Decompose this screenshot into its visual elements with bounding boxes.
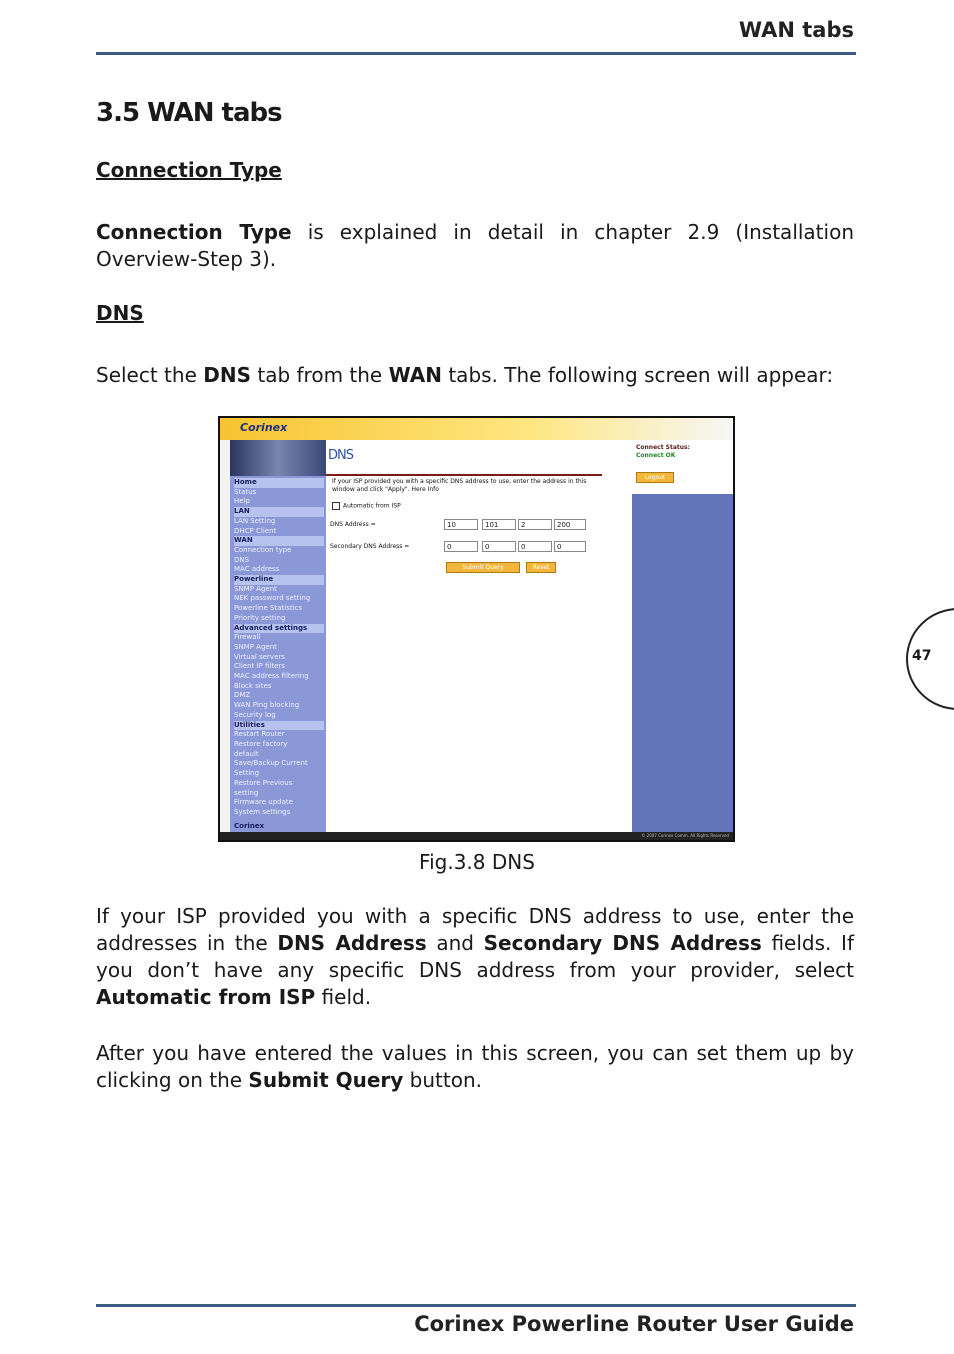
nav-item[interactable]: Priority setting [234,613,286,622]
text-run: After you have entered the values in this screen, you can set them up by clicking on the [96,1041,854,1092]
dns-heading: DNS [96,301,144,325]
nav-item[interactable]: SNMP Agent [234,584,277,593]
connect-status [636,444,690,460]
figure-copyright: © 2007 Corinex Comm. All Rights Reserved [641,833,729,838]
nav-section-header[interactable]: Utilities [234,721,324,731]
dns-octet-4[interactable]: 200 [554,519,586,530]
bold-term: WAN [388,363,442,387]
nav-item[interactable]: Restore factory [234,739,288,748]
nav-item[interactable]: Firewall [234,633,261,642]
nav-item[interactable]: MAC address [234,565,280,574]
running-footer: Corinex Powerline Router User Guide [414,1312,854,1336]
text-run: is explained in detail in chapter 2.9 (Installation Overview-Step 3). [96,220,854,271]
figure-description: If your ISP provided you with a specific DNS address to use, enter the address in this window and click "Apply". Here Info [332,478,587,493]
nav-item[interactable]: default [234,749,259,758]
nav-item[interactable]: DMZ [234,691,251,700]
section-title: 3.5 WAN tabs [96,98,282,128]
figure-caption: Fig.3.8 DNS [419,850,535,874]
bold-term: Connection Type [96,220,292,244]
nav-item[interactable]: SNMP Agent [234,642,277,651]
figure-right-panel [632,440,733,832]
nav-item[interactable]: Connection type [234,545,292,554]
dns-screenshot-figure [218,416,735,842]
page-number: 47 [912,648,932,664]
nav-item[interactable]: LAN Setting [234,516,276,525]
secondary-dns-label: Secondary DNS Address = [330,543,410,550]
nav-section-header[interactable]: Powerline [234,575,324,585]
text-run: fields. If you don’t have any specific DNS address from your provider, select [96,931,854,982]
text-run: and [426,931,484,955]
nav-item[interactable]: Setting [234,769,260,778]
nav-item[interactable]: Security log [234,710,276,719]
nav-item[interactable]: Save/Backup Current [234,759,308,768]
figure-nav-list [234,478,324,818]
footer-rule [96,1304,856,1307]
dns-paragraph [96,362,854,389]
reset-button[interactable]: Reset [526,562,556,573]
text-run: button. [403,1068,482,1092]
dns-octet-3[interactable]: 2 [518,519,552,530]
nav-section-header[interactable]: Home [234,478,324,488]
nav-item[interactable]: Client IP filters [234,662,285,671]
corinex-logo: Corinex [240,421,288,434]
nav-item[interactable]: Restart Router [234,730,285,739]
bold-term: DNS Address [277,931,427,955]
text-run: Select the [96,363,204,387]
bold-term: Submit Query [248,1068,404,1092]
status-value: Connect OK [636,452,676,459]
running-header: WAN tabs [738,18,854,42]
nav-item[interactable]: NEK password setting [234,594,311,603]
status-label: Connect Status: [636,444,690,451]
submit-paragraph [96,1040,854,1094]
text-run: tab from the [251,363,389,387]
checkbox-label: Automatic from ISP [343,502,401,510]
dns-octet-1[interactable]: 10 [444,519,478,530]
nav-item[interactable]: MAC address filtering [234,672,309,681]
nav-item[interactable]: DHCP Client [234,526,277,535]
figure-main-pane [326,440,632,832]
figure-title-rule [326,474,602,476]
figure-page-title: DNS [328,448,353,463]
logout-button[interactable]: Logout [636,472,674,483]
secondary-octet-1[interactable]: 0 [444,541,478,552]
secondary-octet-4[interactable]: 0 [554,541,586,552]
automatic-from-isp-checkbox[interactable] [332,502,401,510]
nav-item[interactable]: Virtual servers [234,652,285,661]
secondary-octet-2[interactable]: 0 [482,541,516,552]
header-rule [96,52,856,55]
dns-address-paragraph [96,903,854,1011]
secondary-octet-3[interactable]: 0 [518,541,552,552]
nav-item[interactable]: WAN Ping blocking [234,701,300,710]
submit-query-button[interactable]: Submit Query [446,562,520,573]
nav-item[interactable]: Firmware update [234,798,293,807]
nav-item[interactable]: System settings [234,807,291,816]
nav-item[interactable]: Block sites [234,681,272,690]
nav-section-header[interactable]: LAN [234,507,324,517]
nav-item[interactable]: setting [234,788,259,797]
nav-item[interactable]: Status [234,487,257,496]
figure-bottom-logo: Corinex [234,822,265,830]
nav-section-header[interactable]: WAN [234,536,324,546]
figure-top-banner [220,418,733,440]
checkbox-box[interactable] [332,502,340,510]
figure-header-photo [230,440,326,476]
text-run: tabs. The following screen will appear: [441,363,834,387]
connection-type-paragraph [96,219,854,273]
text-run: If your ISP provided you with a specific DNS address to use, enter the addresses in the [96,904,854,955]
dns-octet-2[interactable]: 101 [482,519,516,530]
bold-term: Secondary DNS Address [483,931,762,955]
nav-item[interactable]: DNS [234,555,250,564]
bold-term: Automatic from ISP [96,985,316,1009]
nav-item[interactable]: Powerline Statistics [234,604,303,613]
connection-type-heading: Connection Type [96,158,282,182]
nav-section-header[interactable]: Advanced settings [234,624,324,634]
bold-term: DNS [203,363,251,387]
dns-address-label: DNS Address = [330,521,376,528]
nav-item[interactable]: Restore Previous [234,778,293,787]
nav-item[interactable]: Help [234,497,250,506]
text-run: field. [315,985,372,1009]
